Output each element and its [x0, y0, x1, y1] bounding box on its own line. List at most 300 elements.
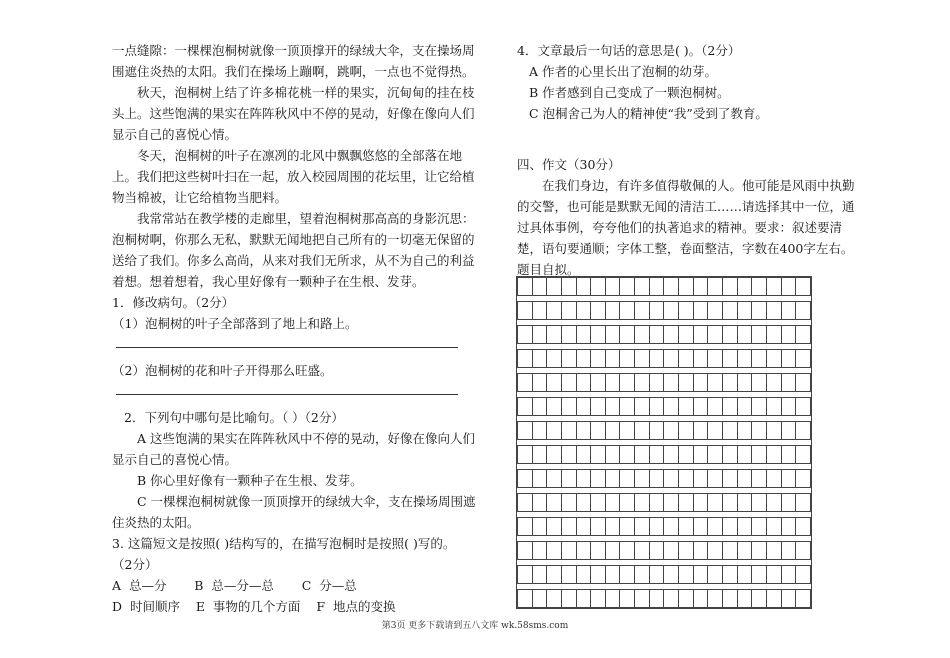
grid-cell[interactable]: [635, 446, 650, 464]
grid-cell[interactable]: [708, 518, 723, 536]
grid-row[interactable]: [518, 278, 811, 296]
grid-row[interactable]: [518, 566, 811, 584]
grid-cell[interactable]: [591, 374, 606, 392]
grid-cell[interactable]: [635, 350, 650, 368]
grid-cell[interactable]: [722, 590, 737, 608]
grid-cell[interactable]: [635, 566, 650, 584]
grid-cell[interactable]: [649, 566, 664, 584]
grid-cell[interactable]: [591, 518, 606, 536]
grid-cell[interactable]: [532, 302, 547, 320]
grid-cell[interactable]: [752, 542, 767, 560]
grid-cell[interactable]: [561, 326, 576, 344]
grid-row[interactable]: [518, 350, 811, 368]
grid-cell[interactable]: [679, 470, 694, 488]
grid-row[interactable]: [518, 518, 811, 536]
grid-cell[interactable]: [737, 326, 752, 344]
grid-cell[interactable]: [766, 278, 781, 296]
grid-cell[interactable]: [796, 398, 811, 416]
grid-cell[interactable]: [693, 542, 708, 560]
grid-cell[interactable]: [766, 470, 781, 488]
grid-cell[interactable]: [722, 374, 737, 392]
grid-cell[interactable]: [635, 494, 650, 512]
grid-cell[interactable]: [664, 278, 679, 296]
grid-cell[interactable]: [532, 326, 547, 344]
grid-cell[interactable]: [547, 566, 562, 584]
grid-cell[interactable]: [781, 326, 796, 344]
grid-cell[interactable]: [722, 542, 737, 560]
grid-cell[interactable]: [576, 422, 591, 440]
grid-cell[interactable]: [664, 590, 679, 608]
grid-cell[interactable]: [722, 302, 737, 320]
grid-cell[interactable]: [737, 518, 752, 536]
grid-cell[interactable]: [693, 446, 708, 464]
grid-cell[interactable]: [620, 446, 635, 464]
grid-cell[interactable]: [547, 470, 562, 488]
grid-cell[interactable]: [547, 374, 562, 392]
grid-cell[interactable]: [591, 542, 606, 560]
grid-cell[interactable]: [576, 278, 591, 296]
grid-cell[interactable]: [649, 422, 664, 440]
grid-cell[interactable]: [591, 590, 606, 608]
grid-cell[interactable]: [722, 350, 737, 368]
grid-cell[interactable]: [679, 422, 694, 440]
grid-cell[interactable]: [547, 350, 562, 368]
grid-cell[interactable]: [708, 542, 723, 560]
grid-cell[interactable]: [591, 278, 606, 296]
grid-cell[interactable]: [796, 590, 811, 608]
grid-cell[interactable]: [591, 470, 606, 488]
answer-line[interactable]: [116, 393, 458, 395]
grid-cell[interactable]: [518, 422, 533, 440]
grid-cell[interactable]: [708, 302, 723, 320]
grid-cell[interactable]: [591, 446, 606, 464]
grid-cell[interactable]: [752, 398, 767, 416]
grid-cell[interactable]: [781, 302, 796, 320]
grid-row[interactable]: [518, 326, 811, 344]
grid-cell[interactable]: [693, 278, 708, 296]
grid-cell[interactable]: [679, 398, 694, 416]
grid-cell[interactable]: [679, 494, 694, 512]
grid-cell[interactable]: [766, 542, 781, 560]
grid-cell[interactable]: [591, 398, 606, 416]
grid-cell[interactable]: [605, 302, 620, 320]
grid-cell[interactable]: [766, 494, 781, 512]
grid-cell[interactable]: [781, 446, 796, 464]
grid-cell[interactable]: [591, 494, 606, 512]
grid-cell[interactable]: [737, 278, 752, 296]
grid-cell[interactable]: [591, 326, 606, 344]
grid-cell[interactable]: [561, 398, 576, 416]
grid-cell[interactable]: [664, 542, 679, 560]
grid-cell[interactable]: [576, 518, 591, 536]
grid-cell[interactable]: [620, 542, 635, 560]
grid-cell[interactable]: [796, 374, 811, 392]
composition-grid-table[interactable]: [517, 277, 811, 608]
grid-cell[interactable]: [752, 446, 767, 464]
grid-cell[interactable]: [664, 518, 679, 536]
grid-cell[interactable]: [737, 566, 752, 584]
grid-cell[interactable]: [547, 518, 562, 536]
grid-cell[interactable]: [576, 374, 591, 392]
grid-cell[interactable]: [722, 398, 737, 416]
grid-cell[interactable]: [781, 566, 796, 584]
grid-cell[interactable]: [576, 398, 591, 416]
grid-cell[interactable]: [620, 350, 635, 368]
grid-cell[interactable]: [737, 398, 752, 416]
grid-cell[interactable]: [722, 494, 737, 512]
grid-cell[interactable]: [664, 326, 679, 344]
grid-cell[interactable]: [766, 566, 781, 584]
grid-cell[interactable]: [620, 590, 635, 608]
grid-cell[interactable]: [532, 350, 547, 368]
grid-cell[interactable]: [518, 350, 533, 368]
grid-cell[interactable]: [737, 350, 752, 368]
grid-row[interactable]: [518, 398, 811, 416]
grid-cell[interactable]: [620, 278, 635, 296]
question-3-options-row: A 总—分 B 总—分—总 C 分—总: [112, 578, 357, 593]
grid-cell[interactable]: [781, 590, 796, 608]
grid-cell[interactable]: [547, 494, 562, 512]
grid-cell[interactable]: [605, 326, 620, 344]
grid-cell[interactable]: [547, 446, 562, 464]
grid-cell[interactable]: [605, 398, 620, 416]
grid-cell[interactable]: [693, 326, 708, 344]
grid-cell[interactable]: [796, 470, 811, 488]
grid-cell[interactable]: [664, 422, 679, 440]
grid-cell[interactable]: [635, 398, 650, 416]
grid-cell[interactable]: [561, 350, 576, 368]
grid-cell[interactable]: [532, 374, 547, 392]
grid-cell[interactable]: [561, 566, 576, 584]
grid-cell[interactable]: [649, 350, 664, 368]
grid-cell[interactable]: [679, 374, 694, 392]
grid-cell[interactable]: [722, 278, 737, 296]
grid-cell[interactable]: [620, 326, 635, 344]
grid-cell[interactable]: [649, 494, 664, 512]
grid-cell[interactable]: [781, 350, 796, 368]
grid-cell[interactable]: [693, 518, 708, 536]
grid-cell[interactable]: [620, 422, 635, 440]
grid-cell[interactable]: [620, 470, 635, 488]
grid-cell[interactable]: [576, 542, 591, 560]
grid-row[interactable]: [518, 374, 811, 392]
grid-cell[interactable]: [561, 278, 576, 296]
grid-cell[interactable]: [766, 446, 781, 464]
grid-cell[interactable]: [781, 422, 796, 440]
grid-cell[interactable]: [518, 542, 533, 560]
grid-cell[interactable]: [737, 542, 752, 560]
grid-cell[interactable]: [561, 446, 576, 464]
grid-cell[interactable]: [708, 326, 723, 344]
grid-cell[interactable]: [781, 470, 796, 488]
grid-cell[interactable]: [722, 446, 737, 464]
grid-cell[interactable]: [576, 566, 591, 584]
grid-row[interactable]: [518, 302, 811, 320]
grid-cell[interactable]: [679, 302, 694, 320]
grid-cell[interactable]: [781, 278, 796, 296]
grid-cell[interactable]: [708, 566, 723, 584]
grid-cell[interactable]: [781, 494, 796, 512]
grid-cell[interactable]: [518, 302, 533, 320]
grid-cell[interactable]: [752, 494, 767, 512]
grid-cell[interactable]: [649, 302, 664, 320]
grid-cell[interactable]: [664, 398, 679, 416]
grid-cell[interactable]: [708, 350, 723, 368]
grid-cell[interactable]: [635, 590, 650, 608]
grid-cell[interactable]: [649, 470, 664, 488]
grid-cell[interactable]: [576, 302, 591, 320]
grid-cell[interactable]: [576, 446, 591, 464]
grid-cell[interactable]: [679, 446, 694, 464]
grid-cell[interactable]: [708, 422, 723, 440]
grid-cell[interactable]: [532, 494, 547, 512]
grid-cell[interactable]: [591, 302, 606, 320]
grid-cell[interactable]: [766, 350, 781, 368]
grid-cell[interactable]: [532, 590, 547, 608]
grid-cell[interactable]: [547, 590, 562, 608]
grid-cell[interactable]: [649, 398, 664, 416]
grid-cell[interactable]: [766, 302, 781, 320]
grid-cell[interactable]: [722, 326, 737, 344]
grid-cell[interactable]: [781, 542, 796, 560]
grid-row[interactable]: [518, 590, 811, 608]
grid-cell[interactable]: [532, 566, 547, 584]
grid-cell[interactable]: [576, 470, 591, 488]
grid-cell[interactable]: [737, 590, 752, 608]
composition-grid[interactable]: [516, 276, 812, 609]
grid-cell[interactable]: [752, 302, 767, 320]
grid-cell[interactable]: [796, 518, 811, 536]
grid-cell[interactable]: [605, 470, 620, 488]
grid-cell[interactable]: [518, 278, 533, 296]
grid-cell[interactable]: [664, 302, 679, 320]
grid-cell[interactable]: [693, 374, 708, 392]
grid-cell[interactable]: [576, 326, 591, 344]
grid-cell[interactable]: [708, 278, 723, 296]
grid-cell[interactable]: [664, 470, 679, 488]
grid-cell[interactable]: [796, 278, 811, 296]
grid-cell[interactable]: [664, 566, 679, 584]
grid-cell[interactable]: [796, 542, 811, 560]
grid-cell[interactable]: [518, 374, 533, 392]
grid-cell[interactable]: [737, 494, 752, 512]
grid-cell[interactable]: [561, 590, 576, 608]
grid-cell[interactable]: [766, 518, 781, 536]
grid-cell[interactable]: [547, 302, 562, 320]
grid-cell[interactable]: [722, 470, 737, 488]
grid-cell[interactable]: [693, 590, 708, 608]
grid-cell[interactable]: [649, 590, 664, 608]
grid-cell[interactable]: [605, 590, 620, 608]
grid-cell[interactable]: [679, 326, 694, 344]
grid-cell[interactable]: [518, 518, 533, 536]
grid-cell[interactable]: [605, 278, 620, 296]
grid-cell[interactable]: [518, 494, 533, 512]
grid-cell[interactable]: [781, 518, 796, 536]
grid-cell[interactable]: [620, 494, 635, 512]
grid-cell[interactable]: [561, 374, 576, 392]
grid-cell[interactable]: [664, 494, 679, 512]
grid-cell[interactable]: [605, 374, 620, 392]
grid-cell[interactable]: [693, 398, 708, 416]
grid-cell[interactable]: [649, 326, 664, 344]
grid-row[interactable]: [518, 422, 811, 440]
grid-cell[interactable]: [518, 398, 533, 416]
grid-cell[interactable]: [664, 350, 679, 368]
grid-cell[interactable]: [649, 518, 664, 536]
grid-cell[interactable]: [620, 398, 635, 416]
grid-cell[interactable]: [737, 422, 752, 440]
grid-cell[interactable]: [708, 590, 723, 608]
grid-row[interactable]: [518, 446, 811, 464]
grid-cell[interactable]: [518, 326, 533, 344]
grid-cell[interactable]: [532, 518, 547, 536]
grid-cell[interactable]: [532, 542, 547, 560]
grid-cell[interactable]: [752, 422, 767, 440]
grid-cell[interactable]: [620, 374, 635, 392]
grid-cell[interactable]: [664, 374, 679, 392]
grid-cell[interactable]: [605, 566, 620, 584]
grid-cell[interactable]: [664, 446, 679, 464]
grid-cell[interactable]: [693, 422, 708, 440]
grid-cell[interactable]: [693, 470, 708, 488]
grid-cell[interactable]: [561, 542, 576, 560]
grid-cell[interactable]: [635, 278, 650, 296]
grid-cell[interactable]: [635, 302, 650, 320]
grid-cell[interactable]: [635, 422, 650, 440]
grid-cell[interactable]: [708, 398, 723, 416]
grid-cell[interactable]: [752, 278, 767, 296]
grid-cell[interactable]: [679, 518, 694, 536]
grid-cell[interactable]: [635, 518, 650, 536]
grid-cell[interactable]: [737, 374, 752, 392]
grid-cell[interactable]: [591, 350, 606, 368]
grid-cell[interactable]: [649, 446, 664, 464]
grid-cell[interactable]: [796, 422, 811, 440]
grid-row[interactable]: [518, 470, 811, 488]
grid-cell[interactable]: [766, 374, 781, 392]
grid-cell[interactable]: [620, 518, 635, 536]
grid-cell[interactable]: [547, 278, 562, 296]
grid-cell[interactable]: [591, 422, 606, 440]
grid-cell[interactable]: [649, 374, 664, 392]
grid-cell[interactable]: [635, 326, 650, 344]
grid-cell[interactable]: [679, 590, 694, 608]
grid-cell[interactable]: [752, 350, 767, 368]
grid-cell[interactable]: [635, 542, 650, 560]
grid-cell[interactable]: [635, 374, 650, 392]
grid-cell[interactable]: [547, 542, 562, 560]
grid-cell[interactable]: [532, 278, 547, 296]
grid-cell[interactable]: [752, 566, 767, 584]
grid-cell[interactable]: [547, 398, 562, 416]
grid-cell[interactable]: [518, 470, 533, 488]
grid-cell[interactable]: [722, 422, 737, 440]
grid-cell[interactable]: [737, 470, 752, 488]
grid-cell[interactable]: [605, 518, 620, 536]
grid-cell[interactable]: [605, 446, 620, 464]
grid-cell[interactable]: [532, 470, 547, 488]
grid-cell[interactable]: [532, 398, 547, 416]
grid-cell[interactable]: [752, 326, 767, 344]
grid-cell[interactable]: [605, 494, 620, 512]
grid-cell[interactable]: [796, 302, 811, 320]
grid-cell[interactable]: [752, 374, 767, 392]
grid-cell[interactable]: [620, 302, 635, 320]
grid-cell[interactable]: [518, 446, 533, 464]
grid-cell[interactable]: [605, 542, 620, 560]
grid-cell[interactable]: [752, 518, 767, 536]
grid-cell[interactable]: [649, 542, 664, 560]
grid-cell[interactable]: [766, 398, 781, 416]
grid-cell[interactable]: [561, 302, 576, 320]
grid-cell[interactable]: [679, 542, 694, 560]
grid-cell[interactable]: [649, 278, 664, 296]
grid-cell[interactable]: [796, 446, 811, 464]
grid-cell[interactable]: [796, 566, 811, 584]
grid-cell[interactable]: [766, 422, 781, 440]
grid-cell[interactable]: [576, 590, 591, 608]
grid-cell[interactable]: [532, 422, 547, 440]
question-4-option: A 作者的心里长出了泡桐的幼芽。: [529, 64, 718, 79]
grid-cell[interactable]: [796, 326, 811, 344]
grid-cell[interactable]: [561, 422, 576, 440]
grid-cell[interactable]: [752, 590, 767, 608]
grid-cell[interactable]: [766, 590, 781, 608]
grid-cell[interactable]: [722, 518, 737, 536]
grid-cell[interactable]: [693, 494, 708, 512]
grid-cell[interactable]: [679, 278, 694, 296]
grid-cell[interactable]: [796, 494, 811, 512]
grid-cell[interactable]: [620, 566, 635, 584]
grid-cell[interactable]: [781, 398, 796, 416]
grid-cell[interactable]: [576, 494, 591, 512]
grid-cell[interactable]: [518, 566, 533, 584]
grid-cell[interactable]: [547, 326, 562, 344]
grid-cell[interactable]: [693, 302, 708, 320]
grid-cell[interactable]: [679, 350, 694, 368]
grid-cell[interactable]: [605, 350, 620, 368]
grid-cell[interactable]: [781, 374, 796, 392]
grid-cell[interactable]: [561, 470, 576, 488]
grid-cell[interactable]: [708, 374, 723, 392]
grid-cell[interactable]: [708, 446, 723, 464]
grid-cell[interactable]: [693, 566, 708, 584]
grid-cell[interactable]: [518, 590, 533, 608]
answer-line[interactable]: [116, 346, 458, 348]
grid-cell[interactable]: [752, 470, 767, 488]
grid-cell[interactable]: [708, 470, 723, 488]
grid-cell[interactable]: [737, 446, 752, 464]
grid-row[interactable]: [518, 494, 811, 512]
grid-cell[interactable]: [693, 350, 708, 368]
grid-cell[interactable]: [605, 422, 620, 440]
grid-cell[interactable]: [679, 566, 694, 584]
grid-cell[interactable]: [591, 566, 606, 584]
grid-cell[interactable]: [532, 446, 547, 464]
grid-row[interactable]: [518, 542, 811, 560]
grid-cell[interactable]: [547, 422, 562, 440]
grid-cell[interactable]: [766, 326, 781, 344]
grid-cell[interactable]: [737, 302, 752, 320]
grid-cell[interactable]: [576, 350, 591, 368]
grid-cell[interactable]: [561, 494, 576, 512]
grid-cell[interactable]: [722, 566, 737, 584]
grid-cell[interactable]: [796, 350, 811, 368]
grid-cell[interactable]: [708, 494, 723, 512]
grid-cell[interactable]: [561, 518, 576, 536]
grid-cell[interactable]: [635, 470, 650, 488]
